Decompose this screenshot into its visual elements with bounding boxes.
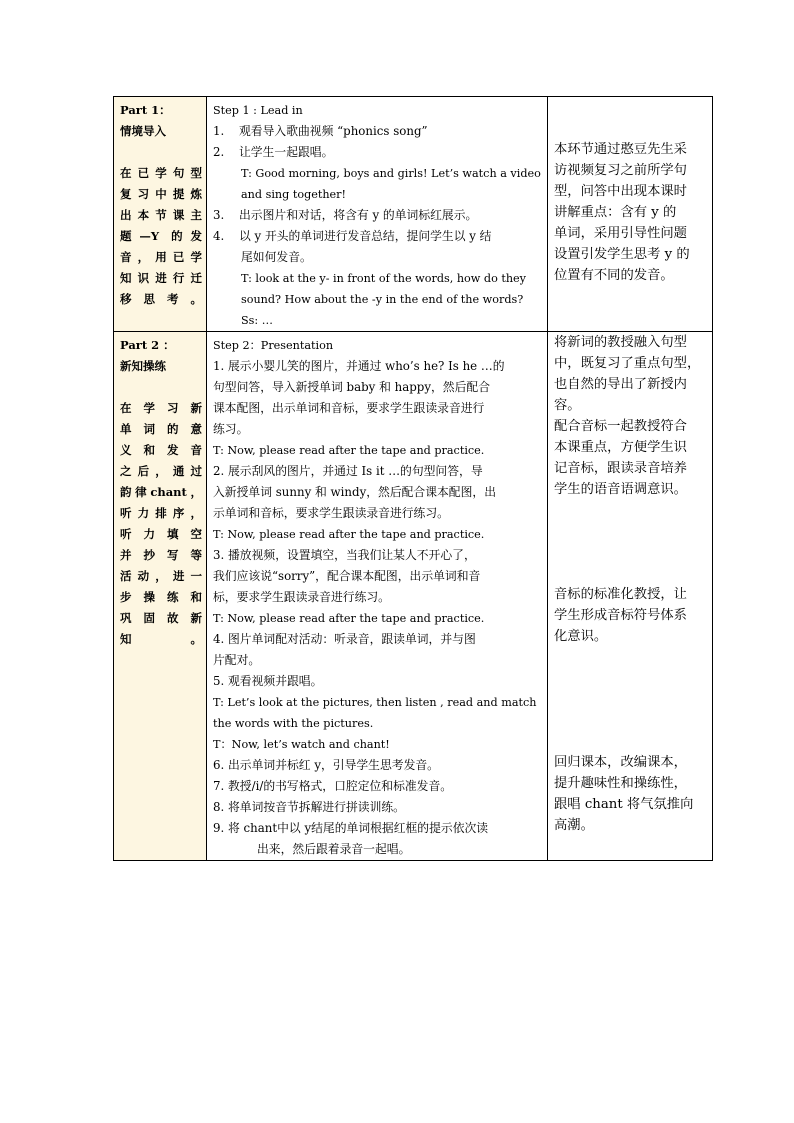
part2-note-line: 提升趣味性和操练性， xyxy=(554,776,687,791)
part2-note-line: 学生的语音语调意识。 xyxy=(554,482,687,497)
part2-label-line: 韵律chant， xyxy=(120,485,202,499)
part1-label-line: 复习中提炼 xyxy=(120,187,202,201)
part2-note-line: 记音标，跟读录音培养 xyxy=(554,461,687,476)
part2-step-text: Step 2：Presentation xyxy=(213,339,334,352)
part2-note-line: 回归课本，改编课本， xyxy=(554,755,687,770)
part1-note-line: 设置引发学生思考 y 的 xyxy=(554,247,690,262)
part1-note-line xyxy=(554,97,708,118)
lesson-plan-table xyxy=(113,96,713,861)
part2-note-line xyxy=(554,731,708,752)
part2-step-line xyxy=(213,503,543,524)
part2-step-line xyxy=(213,377,543,398)
part2-step-line xyxy=(213,335,543,356)
part2-step-line xyxy=(213,776,543,797)
part1-step-line xyxy=(213,226,543,247)
part1-step-number: 2. xyxy=(213,145,225,159)
part2-label-line: 听力排序， xyxy=(120,506,202,520)
part2-label-line: 之后，通过 xyxy=(120,464,202,478)
part1-label-line xyxy=(120,142,202,163)
part2-note-line xyxy=(554,689,708,710)
table-row-part2 xyxy=(114,332,713,861)
part2-step-line xyxy=(213,545,543,566)
part2-step-text: 片配对。 xyxy=(213,653,261,667)
part1-step-text: T: look at the y- in front of the words, how do they xyxy=(241,272,527,285)
part1-step-text: T: Good morning, boys and girls! Let’s watch a video xyxy=(241,167,541,180)
part2-note-line: 音标的标准化教授，让 xyxy=(554,587,687,602)
part2-step-text: 4. 图片单词配对活动：听录音，跟读单词，并与图 xyxy=(213,632,476,646)
part2-step-text: 8. 将单词按音节拆解进行拼读训练。 xyxy=(213,800,405,814)
part2-step-text: T: Now, please read after the tape and practice. xyxy=(213,444,485,457)
part1-step-line xyxy=(213,184,543,205)
part2-label-line: 并 抄 写 等 xyxy=(120,548,202,562)
part2-step-line xyxy=(213,755,543,776)
part2-step-line xyxy=(213,818,543,839)
part2-step-line xyxy=(213,482,543,503)
part2-note-line: 将新词的教授融入句型 xyxy=(554,335,687,350)
part1-label-line: 移思考。 xyxy=(120,292,202,306)
part2-note-line: 也自然的导出了新授内 xyxy=(554,377,687,392)
part2-step-text: T: Now, please read after the tape and practice. xyxy=(213,612,485,625)
part2-step-line xyxy=(213,356,543,377)
part1-note-cell xyxy=(548,97,713,332)
part2-steps-cell xyxy=(207,332,548,861)
part1-step-line xyxy=(213,100,543,121)
part2-label-line: 知。 xyxy=(120,632,202,646)
part2-step-line xyxy=(213,671,543,692)
part1-step-text: sound? How about the -y in the end of the words? xyxy=(241,293,524,306)
part1-step-line xyxy=(213,205,543,226)
part2-step-text: 7. 教授/i/的书写格式，口腔定位和标准发音。 xyxy=(213,779,453,793)
part2-step-text: 出来，然后跟着录音一起唱。 xyxy=(257,842,411,856)
part2-step-line xyxy=(213,587,543,608)
part2-step-text: 标，要求学生跟读录音进行练习。 xyxy=(213,590,390,604)
part2-step-text: 练习。 xyxy=(213,422,249,436)
part2-label-line: 活动，进一 xyxy=(120,569,202,583)
part1-label-line: Part 1： xyxy=(120,103,171,117)
part2-step-text: 3. 播放视频，设置填空，当我们让某人不开心了， xyxy=(213,548,476,562)
part1-step-number: 1. xyxy=(213,124,225,138)
part2-step-text: 课本配图，出示单词和音标，要求学生跟读录音进行 xyxy=(213,401,485,415)
part2-step-text: 9. 将 chant中以 y结尾的单词根据红框的提示依次读 xyxy=(213,821,489,835)
part1-note-line: 访视频复习之前所学句 xyxy=(554,163,687,178)
part2-step-text: T: Let’s look at the pictures, then listen , read and match xyxy=(213,696,537,709)
part2-note-line: 跟唱 chant 将气氛推向 xyxy=(554,797,694,812)
part2-step-line xyxy=(213,419,543,440)
part1-step-line xyxy=(213,121,543,142)
part1-step-line xyxy=(213,289,543,310)
part1-note-line: 位置有不同的发音。 xyxy=(554,268,674,283)
part2-note-line: 高潮。 xyxy=(554,818,594,833)
part2-note-line: 配合音标一起教授符合 xyxy=(554,419,687,434)
part2-step-text: 6. 出示单词并标红 y，引导学生思考发音。 xyxy=(213,758,439,772)
part1-step-line xyxy=(213,142,543,163)
part2-step-line xyxy=(213,398,543,419)
part1-step-text: Step 1 : Lead in xyxy=(213,104,303,117)
part2-step-text: 5. 观看视频并跟唱。 xyxy=(213,674,323,688)
part1-label-line: 在已学句型 xyxy=(120,166,202,180)
part2-step-text: 我们应该说“sorry”，配合课本配图，出示单词和音 xyxy=(213,569,481,583)
part2-label-line: 听 力 填 空 xyxy=(120,527,202,541)
part2-step-line xyxy=(213,713,543,734)
part1-note-line xyxy=(554,118,708,139)
part1-label-line: 情境导入 xyxy=(120,124,166,138)
part2-step-line xyxy=(213,461,543,482)
part2-label-line: 步 操 练 和 xyxy=(120,590,202,604)
part2-step-line xyxy=(213,650,543,671)
part1-note-line: 讲解重点：含有 y 的 xyxy=(554,205,677,220)
part2-step-line xyxy=(213,734,543,755)
part2-step-line xyxy=(213,566,543,587)
part2-step-text: 示单词和音标，要求学生跟读录音进行练习。 xyxy=(213,506,449,520)
part2-step-text: the words with the pictures. xyxy=(213,717,374,730)
part1-step-number: 3. xyxy=(213,208,225,222)
part1-step-text: 让学生一起跟唱。 xyxy=(239,145,334,159)
part1-label-line: 出本节课主 xyxy=(120,208,202,222)
part2-step-text: 2. 展示刮风的图片，并通过 Is it …的句型问答，导 xyxy=(213,464,483,478)
part2-label-line: 义 和 发 音 xyxy=(120,443,202,457)
part1-label-line: 题—Y 的发 xyxy=(120,229,202,243)
part2-note-line xyxy=(554,668,708,689)
part2-note-line xyxy=(554,542,708,563)
table-row-part1 xyxy=(114,97,713,332)
part1-step-line xyxy=(213,268,543,289)
part2-step-line xyxy=(213,524,543,545)
part2-step-text: T：Now, let’s watch and chant! xyxy=(213,738,390,751)
part2-label-line: 在 学 习 新 xyxy=(120,401,202,415)
part2-note-line: 化意识。 xyxy=(554,629,608,644)
part2-note-line: 中，既复习了重点句型， xyxy=(554,356,701,371)
part1-step-number: 4. xyxy=(213,229,225,243)
part1-step-text: Ss: … xyxy=(241,314,273,327)
part2-step-line xyxy=(213,797,543,818)
part2-note-line: 容。 xyxy=(554,398,581,413)
part2-label-line: 新知操练 xyxy=(120,359,166,373)
part1-step-line xyxy=(213,310,543,331)
part1-label-line: 音，用已学 xyxy=(120,250,202,264)
part2-step-text: 1. 展示小婴儿笑的图片，并通过 who’s he? Is he …的 xyxy=(213,359,505,373)
part1-note-line: 本环节通过憨豆先生采 xyxy=(554,142,687,157)
part1-step-text: 尾如何发音。 xyxy=(241,250,312,264)
part1-step-text: 以 y 开头的单词进行发音总结，提问学生以 y 结 xyxy=(239,229,492,243)
part2-step-line xyxy=(213,440,543,461)
part2-label-line: 单 词 的 意 xyxy=(120,422,202,436)
part2-note-line xyxy=(554,563,708,584)
part1-step-line xyxy=(213,163,543,184)
part2-note-line: 学生形成音标符号体系 xyxy=(554,608,687,623)
part2-label-line: 巩 固 故 新 xyxy=(120,611,202,625)
part2-step-text: 句型问答，导入新授单词 baby 和 happy，然后配合 xyxy=(213,380,490,394)
part1-step-text: 出示图片和对话，将含有 y 的单词标红展示。 xyxy=(239,208,478,222)
part1-step-text: and sing together! xyxy=(241,188,347,201)
part1-step-line xyxy=(213,247,543,268)
part1-note-line: 型，问答中出现本课时 xyxy=(554,184,687,199)
part2-step-line xyxy=(213,629,543,650)
part1-note-line: 单词，采用引导性问题 xyxy=(554,226,687,241)
part2-note-cell xyxy=(548,332,713,861)
part2-step-text: T: Now, please read after the tape and practice. xyxy=(213,528,485,541)
part2-label-cell xyxy=(114,332,207,861)
part1-label-cell xyxy=(114,97,207,332)
part2-step-line xyxy=(213,608,543,629)
part1-label-line: 知识进行迁 xyxy=(120,271,202,285)
part2-note-line xyxy=(554,521,708,542)
part2-label-line xyxy=(120,377,202,398)
part1-step-text: 观看导入歌曲视频 “phonics song” xyxy=(239,124,428,138)
part2-note-line xyxy=(554,710,708,731)
part2-step-text: 入新授单词 sunny 和 windy，然后配合课本配图，出 xyxy=(213,485,496,499)
part1-steps-cell xyxy=(207,97,548,332)
part2-note-line xyxy=(554,647,708,668)
part2-step-line xyxy=(213,839,543,860)
part2-note-line: 本课重点，方便学生识 xyxy=(554,440,687,455)
part2-note-line xyxy=(554,500,708,521)
part2-step-line xyxy=(213,692,543,713)
part2-label-line: Part 2 ： xyxy=(120,338,175,352)
